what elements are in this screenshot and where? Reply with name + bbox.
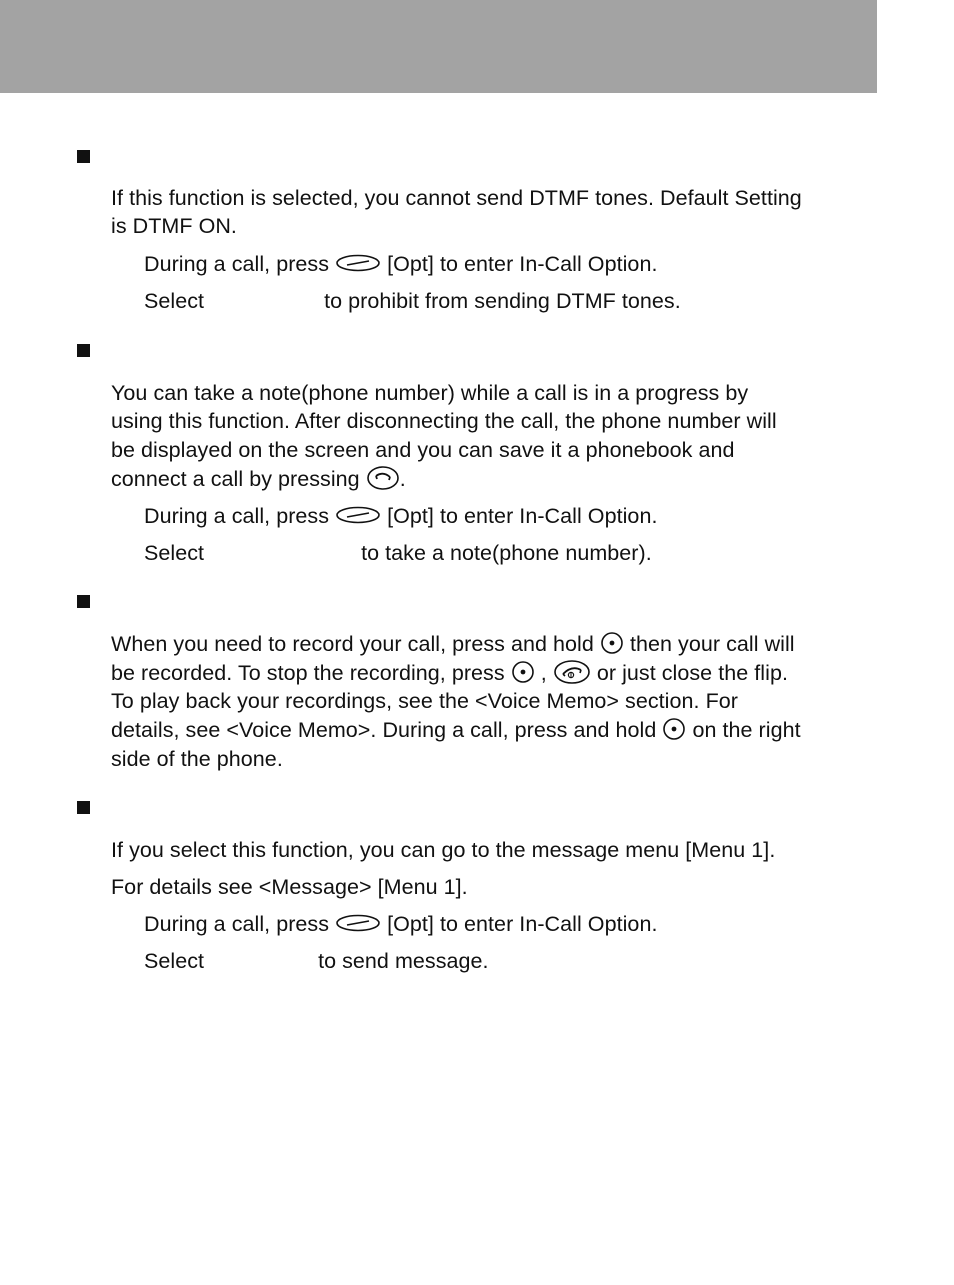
header-band — [0, 0, 877, 93]
step-post: [Opt] to enter In-Call Option. — [387, 912, 658, 936]
step-post: to take a note(phone number). — [361, 541, 652, 565]
body-text — [111, 661, 788, 687]
body-text: be displayed on the screen and you can save it a phonebook and — [111, 438, 735, 462]
section-bullet — [77, 150, 90, 163]
end-key-icon — [553, 659, 591, 685]
side-key-icon — [600, 631, 624, 655]
body-text-pre: details, see <Voice Memo>. During a call, press and hold — [111, 718, 657, 742]
step-text — [144, 289, 681, 313]
step-text — [144, 504, 657, 528]
body-text: side of the phone. — [111, 747, 283, 771]
body-text: If this function is selected, you cannot send DTMF tones. Default Setting — [111, 186, 802, 210]
step-post: to prohibit from sending DTMF tones. — [324, 289, 681, 313]
body-text — [111, 632, 795, 657]
body-text: To play back your recordings, see the <Voice Memo> section. For — [111, 689, 738, 713]
body-text — [111, 467, 406, 493]
side-key-icon — [662, 717, 686, 741]
step-text — [144, 541, 652, 565]
body-text-post: then your call will — [629, 632, 795, 656]
body-text: using this function. After disconnecting the call, the phone number will — [111, 409, 777, 433]
body-text: If you select this function, you can go to the message menu [Menu 1]. — [111, 838, 776, 862]
step-pre: Select — [144, 949, 205, 973]
body-text-post: on the right — [692, 718, 801, 742]
send-key-icon — [366, 465, 400, 491]
step-pre: During a call, press — [144, 912, 330, 936]
step-text — [144, 912, 657, 936]
body-text-mid: , — [540, 661, 547, 685]
body-text — [111, 718, 801, 743]
side-key-icon — [511, 660, 535, 684]
body-text: is DTMF ON. — [111, 214, 237, 238]
body-text-post: . — [399, 467, 406, 491]
soft-key-icon — [335, 505, 381, 525]
body-text-pre: connect a call by pressing — [111, 467, 360, 491]
body-text-pre: When you need to record your call, press and hold — [111, 632, 594, 656]
section-bullet — [77, 801, 90, 814]
step-pre: Select — [144, 289, 205, 313]
step-text — [144, 949, 489, 973]
step-pre: During a call, press — [144, 252, 330, 276]
soft-key-icon — [335, 913, 381, 933]
step-text — [144, 252, 657, 276]
step-pre: Select — [144, 541, 205, 565]
step-pre: During a call, press — [144, 504, 330, 528]
step-post: [Opt] to enter In-Call Option. — [387, 252, 658, 276]
body-text-pre: be recorded. To stop the recording, press — [111, 661, 505, 685]
body-text: You can take a note(phone number) while a call is in a progress by — [111, 381, 749, 405]
soft-key-icon — [335, 253, 381, 273]
step-post: to send message. — [318, 949, 489, 973]
section-bullet — [77, 344, 90, 357]
section-bullet — [77, 595, 90, 608]
body-text: For details see <Message> [Menu 1]. — [111, 875, 468, 899]
step-post: [Opt] to enter In-Call Option. — [387, 504, 658, 528]
body-text-post: or just close the flip. — [596, 661, 788, 685]
